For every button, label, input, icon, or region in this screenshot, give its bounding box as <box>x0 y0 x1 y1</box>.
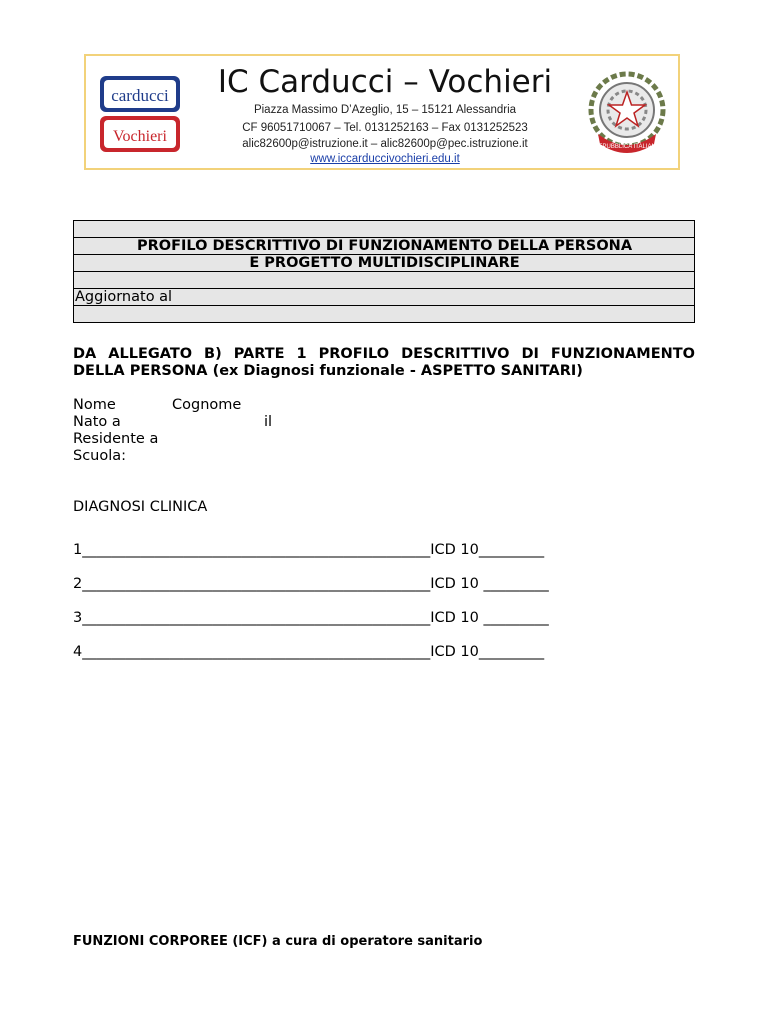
section-heading <box>73 346 695 380</box>
school-website-link[interactable]: www.iccarduccivochieri.edu.it <box>310 153 460 165</box>
school-name: IC Carducci – Vochieri <box>217 64 553 100</box>
diagnosi-row-4[interactable]: 4________________________________________________ICD 10_________ <box>73 644 545 660</box>
school-address: Piazza Massimo D’Azeglio, 15 – 15121 Alessandria <box>253 104 517 116</box>
emblem-ribbon-text: REPUBBLICA ITALIANA <box>594 144 660 150</box>
school-logo-icon <box>100 74 182 154</box>
school-contacts: CF 96051710067 – Tel. 0131252163 – Fax 0131252523 <box>242 122 528 134</box>
field-cognome-label: Cognome <box>172 397 242 413</box>
logo-text-top: carducci <box>111 86 169 105</box>
school-header-banner <box>84 54 680 170</box>
document-title-line2: E PROGETTO MULTIDISCIPLINARE <box>74 255 695 272</box>
section-heading-line1: DA ALLEGATO B) PARTE 1 PROFILO DESCRITTIVO DI FUNZIONAMENTO <box>73 346 695 362</box>
title-table-row-empty-3 <box>74 306 695 323</box>
diagnosi-heading: DIAGNOSI CLINICA <box>73 499 208 515</box>
updated-date-field[interactable]: Aggiornato al <box>74 289 695 306</box>
field-nato-label: Nato a <box>73 414 121 430</box>
funzioni-corporee-heading: FUNZIONI CORPOREE (ICF) a cura di operatore sanitario <box>73 934 483 949</box>
diagnosi-row-1[interactable]: 1________________________________________________ICD 10_________ <box>73 542 545 558</box>
logo-text-bottom: Vochieri <box>113 128 167 145</box>
italian-republic-emblem-icon <box>584 68 670 160</box>
field-nome-label: Nome <box>73 397 116 413</box>
field-scuola-label: Scuola: <box>73 448 127 464</box>
section-heading-line2: DELLA PERSONA (ex Diagnosi funzionale - ASPETTO SANITARI) <box>73 363 583 379</box>
school-emails: alic82600p@istruzione.it – alic82600p@pec.istruzione.it <box>242 138 528 150</box>
field-residente-label: Residente a <box>73 431 159 447</box>
diagnosi-row-2[interactable]: 2________________________________________________ICD 10 _________ <box>73 576 549 592</box>
title-table-row-empty-2 <box>74 272 695 289</box>
document-title-line1: PROFILO DESCRITTIVO DI FUNZIONAMENTO DELLA PERSONA <box>74 238 695 255</box>
title-table-row-empty-1 <box>74 221 695 238</box>
title-table <box>73 220 695 323</box>
field-il-label: il <box>264 414 273 430</box>
diagnosi-row-3[interactable]: 3________________________________________________ICD 10 _________ <box>73 610 549 626</box>
